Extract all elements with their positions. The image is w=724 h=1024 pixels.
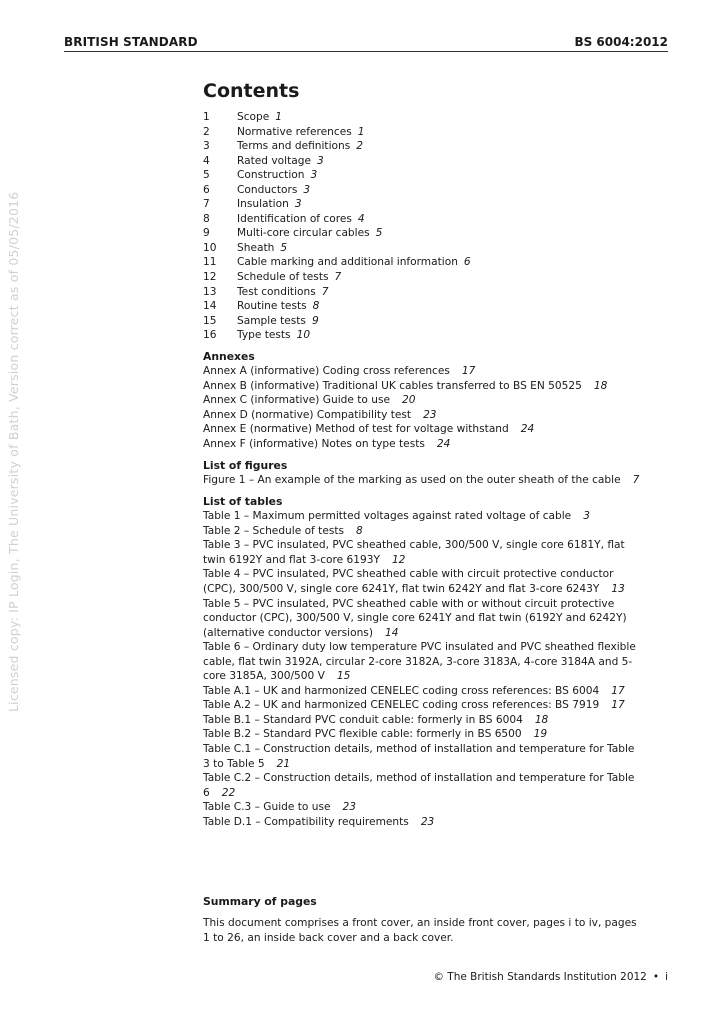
- figure-entry-label: Figure 1 – An example of the marking as used on the outer sheath of the cable: [203, 474, 621, 487]
- table-entry-label: Table 6 – Ordinary duty low temperature PVC insulated and PVC sheathed flexible cable, flat twin 3192A, circular 2-core 3182A, 3-core 3183A, 4-core 3184A and 5-core 3185A, 300/500 V: [203, 641, 636, 683]
- toc-entry-number: 11: [203, 256, 217, 269]
- table-entry-page: 18: [534, 713, 549, 726]
- toc-entry-number: 14: [203, 300, 217, 313]
- toc-entry-label: Insulation: [237, 198, 289, 211]
- footer-copyright: © The British Standards Institution 2012: [433, 971, 647, 983]
- summary-section: [203, 895, 673, 945]
- toc-entry[interactable]: [203, 328, 673, 343]
- toc-entry-label: Sheath: [237, 241, 275, 254]
- toc-entry-number: 1: [203, 111, 210, 123]
- table-entry-page: 15: [336, 670, 351, 683]
- table-entry-page: 12: [391, 553, 406, 566]
- table-entry-label: Table C.2 – Construction details, method of installation and temperature for Table 6: [203, 772, 635, 799]
- annex-entry[interactable]: [203, 393, 643, 408]
- toc-entry-label: Normative references: [237, 125, 352, 138]
- table-entry-label: Table C.3 – Guide to use: [203, 801, 331, 814]
- toc-entry[interactable]: [203, 125, 673, 140]
- summary-text: This document comprises a front cover, an inside front cover, pages i to iv, pages 1 to 26, an inside back cover and a back cover.: [203, 917, 637, 944]
- toc-entry-page: 3: [310, 169, 318, 182]
- toc-entry-number: 2: [203, 125, 210, 138]
- annex-entry-page: 24: [520, 423, 535, 436]
- figures-heading: List of figures: [203, 458, 288, 472]
- toc-entry-number: 16: [203, 329, 217, 342]
- contents-title: Contents: [203, 80, 300, 102]
- table-entry-label: Table 1 – Maximum permitted voltages against rated voltage of cable: [203, 510, 572, 523]
- table-entry[interactable]: [203, 800, 643, 815]
- toc-entry-label: Construction: [237, 169, 305, 182]
- toc-entry-number: 10: [203, 241, 217, 254]
- toc-entry-label: Multi-core circular cables: [237, 227, 370, 240]
- table-entry-page: 21: [276, 757, 291, 770]
- toc-entry-number: 7: [203, 198, 210, 211]
- toc-entry-page: 3: [303, 183, 311, 196]
- table-entry[interactable]: [203, 538, 643, 567]
- toc-entry-label: Routine tests: [237, 300, 307, 313]
- annex-entry-page: 17: [461, 365, 476, 378]
- annex-entry-label: Annex A (informative) Coding cross references: [203, 365, 450, 378]
- annex-entry[interactable]: [203, 364, 643, 379]
- toc-entry[interactable]: [203, 299, 673, 314]
- summary-heading: Summary of pages: [203, 895, 317, 908]
- table-entry-label: Table 3 – PVC insulated, PVC sheathed cable, 300/500 V, single core 6181Y, flat twin 6192Y and flat 3-core 6193Y: [203, 539, 625, 566]
- annexes-list: [203, 364, 673, 451]
- annex-entry[interactable]: [203, 408, 643, 423]
- table-entry-label: Table 2 – Schedule of tests: [203, 524, 345, 537]
- toc-entry[interactable]: [203, 139, 673, 154]
- annexes-heading: Annexes: [203, 349, 255, 363]
- table-entry-label: Table A.1 – UK and harmonized CENELEC coding cross references: BS 6004: [203, 684, 600, 697]
- running-header-right: BS 6004:2012: [574, 35, 668, 49]
- table-entry[interactable]: [203, 524, 643, 539]
- toc-entry[interactable]: [203, 270, 673, 285]
- toc-entry[interactable]: [203, 168, 673, 183]
- table-entry-page: 22: [221, 786, 236, 799]
- toc-entry-label: Test conditions: [237, 285, 316, 298]
- toc-entry-page: 2: [356, 140, 363, 153]
- toc-entry-number: 15: [203, 314, 217, 327]
- table-entry-page: 17: [611, 684, 625, 697]
- page-footer: [433, 971, 668, 983]
- table-entry-label: Table D.1 – Compatibility requirements: [203, 815, 409, 828]
- toc-entry-label: Sample tests: [237, 314, 306, 327]
- annex-entry-label: Annex C (informative) Guide to use: [203, 394, 391, 407]
- annex-entry-page: 24: [436, 438, 451, 451]
- toc-entry-page: 8: [312, 300, 320, 313]
- annex-entry[interactable]: [203, 422, 643, 437]
- annex-entry[interactable]: [203, 437, 643, 452]
- toc-entry-page: 1: [275, 111, 283, 123]
- table-entry[interactable]: [203, 771, 643, 800]
- table-entry[interactable]: [203, 698, 643, 713]
- toc-entry-page: 6: [463, 256, 471, 269]
- toc-entry-label: Rated voltage: [237, 154, 311, 167]
- toc-entry[interactable]: [203, 285, 673, 300]
- table-entry-page: 19: [533, 728, 548, 741]
- main-content: [203, 80, 673, 829]
- toc-entry-page: 3: [294, 198, 302, 211]
- table-entry-page: 13: [611, 582, 625, 595]
- toc-entry-label: Conductors: [237, 183, 298, 196]
- table-entry-page: 14: [384, 626, 399, 639]
- annex-entry-label: Annex E (normative) Method of test for voltage withstand: [203, 423, 509, 436]
- table-entry[interactable]: [203, 815, 643, 830]
- tables-section: [203, 495, 673, 830]
- toc-entry-number: 5: [203, 169, 210, 182]
- annex-entry-page: 18: [593, 379, 608, 392]
- tables-heading: List of tables: [203, 494, 283, 508]
- table-entry-page: 3: [583, 510, 590, 523]
- toc-entry-label: Identification of cores: [237, 212, 352, 225]
- table-entry[interactable]: [203, 567, 643, 596]
- toc-entry[interactable]: [203, 183, 673, 198]
- toc-entry-page: 5: [375, 227, 383, 240]
- header-rule: [64, 51, 668, 52]
- toc-entry-page: 1: [357, 125, 365, 138]
- toc-entry-page: 10: [296, 329, 311, 342]
- figures-section: [203, 459, 673, 488]
- table-entry-label: Table C.1 – Construction details, method of installation and temperature for Table 3 to Table 5: [203, 742, 635, 770]
- table-entry-label: Table B.1 – Standard PVC conduit cable: formerly in BS 6004: [203, 713, 523, 726]
- table-entry[interactable]: [203, 713, 643, 728]
- toc-entry[interactable]: [203, 226, 673, 241]
- toc-entry-label: Scope: [237, 111, 270, 123]
- toc-entry-page: 9: [311, 314, 319, 327]
- running-header-left: BRITISH STANDARD: [64, 35, 198, 49]
- toc-entry[interactable]: [203, 110, 673, 125]
- figure-entry-page: 7: [632, 474, 640, 487]
- table-entry-label: Table A.2 – UK and harmonized CENELEC coding cross references: BS 7919: [203, 699, 600, 712]
- toc-entry-page: 3: [316, 154, 324, 167]
- footer-page-number: i: [665, 971, 668, 983]
- annex-entry-label: Annex F (informative) Notes on type tests: [203, 438, 425, 451]
- toc-entry-page: 4: [357, 212, 365, 225]
- toc-entry-label: Terms and definitions: [237, 140, 351, 153]
- toc-entry-number: 8: [203, 212, 210, 225]
- toc-entry-number: 9: [203, 227, 210, 240]
- table-entry-page: 23: [420, 815, 435, 828]
- toc-entry-label: Cable marking and additional information: [237, 256, 458, 269]
- toc-entry-page: 7: [334, 271, 342, 284]
- table-entry[interactable]: [203, 742, 643, 771]
- table-entry[interactable]: [203, 597, 643, 641]
- figures-list: [203, 473, 673, 488]
- toc-entry-number: 13: [203, 285, 217, 298]
- annex-entry-label: Annex D (normative) Compatibility test: [203, 408, 412, 421]
- toc-entry-number: 12: [203, 271, 217, 284]
- table-entry-page: 23: [342, 801, 357, 814]
- figure-entry[interactable]: [203, 473, 643, 488]
- toc-entry-number: 6: [203, 183, 210, 196]
- toc-entry[interactable]: [203, 241, 673, 256]
- tables-list: [203, 509, 673, 829]
- toc-entry-number: 3: [203, 140, 210, 153]
- table-entry-label: Table 4 – PVC insulated, PVC sheathed cable with circuit protective conductor (CPC), 300/500 V, single core 6241Y, flat twin 6242Y and flat 3-core 6243Y: [203, 568, 614, 595]
- annex-entry-page: 23: [423, 408, 437, 421]
- annex-entry[interactable]: [203, 379, 643, 394]
- license-watermark: Licensed copy: IP Login, The University of Bath, Version correct as of 05/05/2016: [6, 191, 21, 712]
- annex-entry-page: 20: [402, 394, 416, 407]
- table-entry-page: 8: [356, 524, 363, 537]
- table-entry[interactable]: [203, 684, 643, 699]
- table-entry-label: Table 5 – PVC insulated, PVC sheathed cable with or without circuit protective conductor (CPC), 300/500 V, single core 6241Y and flat twin (6192Y and 6242Y) (alternative conductor versions): [203, 597, 627, 639]
- toc-entry[interactable]: [203, 197, 673, 212]
- contents-list: [203, 110, 673, 343]
- toc-entry-label: Schedule of tests: [237, 271, 329, 284]
- toc-entry[interactable]: [203, 255, 673, 270]
- table-entry-page: 17: [611, 699, 625, 712]
- toc-entry-number: 4: [203, 154, 210, 167]
- toc-entry-page: 5: [280, 241, 288, 254]
- toc-entry-page: 7: [321, 285, 329, 298]
- footer-bullet: •: [652, 971, 660, 983]
- toc-entry[interactable]: [203, 212, 673, 227]
- table-entry[interactable]: [203, 640, 643, 684]
- toc-entry-label: Type tests: [237, 329, 291, 342]
- annexes-section: [203, 350, 673, 452]
- table-entry-label: Table B.2 – Standard PVC flexible cable: formerly in BS 6500: [203, 728, 522, 741]
- toc-entry[interactable]: [203, 154, 673, 169]
- table-entry[interactable]: [203, 727, 643, 742]
- annex-entry-label: Annex B (informative) Traditional UK cables transferred to BS EN 50525: [203, 379, 582, 392]
- table-entry[interactable]: [203, 509, 643, 524]
- toc-entry[interactable]: [203, 314, 673, 329]
